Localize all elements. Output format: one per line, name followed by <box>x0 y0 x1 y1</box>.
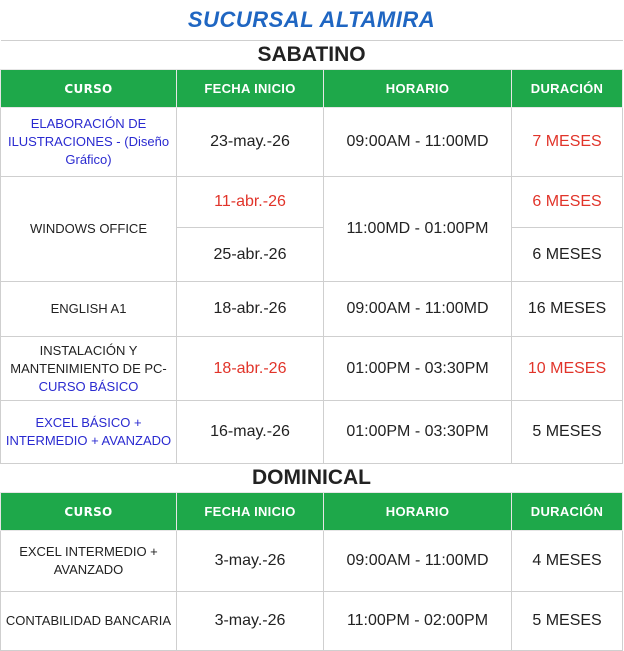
duracion-cell: 10 MESES <box>512 337 623 401</box>
curso-cell: EXCEL INTERMEDIO + AVANZADO <box>1 531 177 592</box>
horario-cell: 01:00PM - 03:30PM <box>324 401 512 464</box>
table-row <box>1 177 623 228</box>
curso-cell <box>1 337 177 401</box>
fecha-cell: 3-may.-26 <box>177 592 324 651</box>
fecha-cell: 11-abr.-26 <box>177 177 324 228</box>
duracion-cell: 4 MESES <box>512 531 623 592</box>
duracion-cell: 7 MESES <box>512 108 623 177</box>
fecha-cell: 18-abr.-26 <box>177 282 324 337</box>
section-sabatino <box>1 41 623 70</box>
header-curso: CURSO <box>1 70 177 108</box>
horario-cell: 09:00AM - 11:00MD <box>324 531 512 592</box>
header-fecha-inicio: FECHA INICIO <box>177 70 324 108</box>
curso-cell: ENGLISH A1 <box>1 282 177 337</box>
header-row-sabatino <box>1 70 623 108</box>
table-row <box>1 108 623 177</box>
header-horario: HORARIO <box>324 70 512 108</box>
header-duracion: DURACIÓN <box>512 493 623 531</box>
page-title: SUCURSAL ALTAMIRA <box>187 7 436 32</box>
header-row-dominical <box>1 493 623 531</box>
curso-cell: ELABORACIÓN DE ILUSTRACIONES - (Diseño Gráfico) <box>1 108 177 177</box>
table-row <box>1 282 623 337</box>
fecha-cell: 25-abr.-26 <box>177 228 324 282</box>
duracion-cell: 16 MESES <box>512 282 623 337</box>
fecha-cell: 18-abr.-26 <box>177 337 324 401</box>
duracion-cell: 6 MESES <box>512 228 623 282</box>
table-row <box>1 337 623 401</box>
table-row <box>1 531 623 592</box>
horario-cell: 11:00PM - 02:00PM <box>324 592 512 651</box>
title-row <box>1 0 623 41</box>
curso-cell: EXCEL BÁSICO + INTERMEDIO + AVANZADO <box>1 401 177 464</box>
header-curso: CURSO <box>1 493 177 531</box>
table-row <box>1 592 623 651</box>
section-title-dominical: DOMINICAL <box>1 464 623 493</box>
section-dominical <box>1 464 623 493</box>
curso-cell: WINDOWS OFFICE <box>1 177 177 282</box>
header-horario: HORARIO <box>324 493 512 531</box>
horario-cell: 09:00AM - 11:00MD <box>324 108 512 177</box>
fecha-cell: 16-may.-26 <box>177 401 324 464</box>
curso-text: INSTALACIÓN Y MANTENIMIENTO DE PC- <box>10 342 167 376</box>
duracion-cell: 6 MESES <box>512 177 623 228</box>
horario-cell: 01:00PM - 03:30PM <box>324 337 512 401</box>
curso-subtext: CURSO BÁSICO <box>38 378 139 394</box>
duracion-cell: 5 MESES <box>512 592 623 651</box>
section-title-sabatino: SABATINO <box>1 41 623 70</box>
fecha-cell: 3-may.-26 <box>177 531 324 592</box>
curso-cell: CONTABILIDAD BANCARIA <box>1 592 177 651</box>
fecha-cell: 23-may.-26 <box>177 108 324 177</box>
header-fecha-inicio: FECHA INICIO <box>177 493 324 531</box>
header-duracion: DURACIÓN <box>512 70 623 108</box>
horario-cell: 09:00AM - 11:00MD <box>324 282 512 337</box>
horario-cell: 11:00MD - 01:00PM <box>324 177 512 282</box>
table-row <box>1 401 623 464</box>
duracion-cell: 5 MESES <box>512 401 623 464</box>
